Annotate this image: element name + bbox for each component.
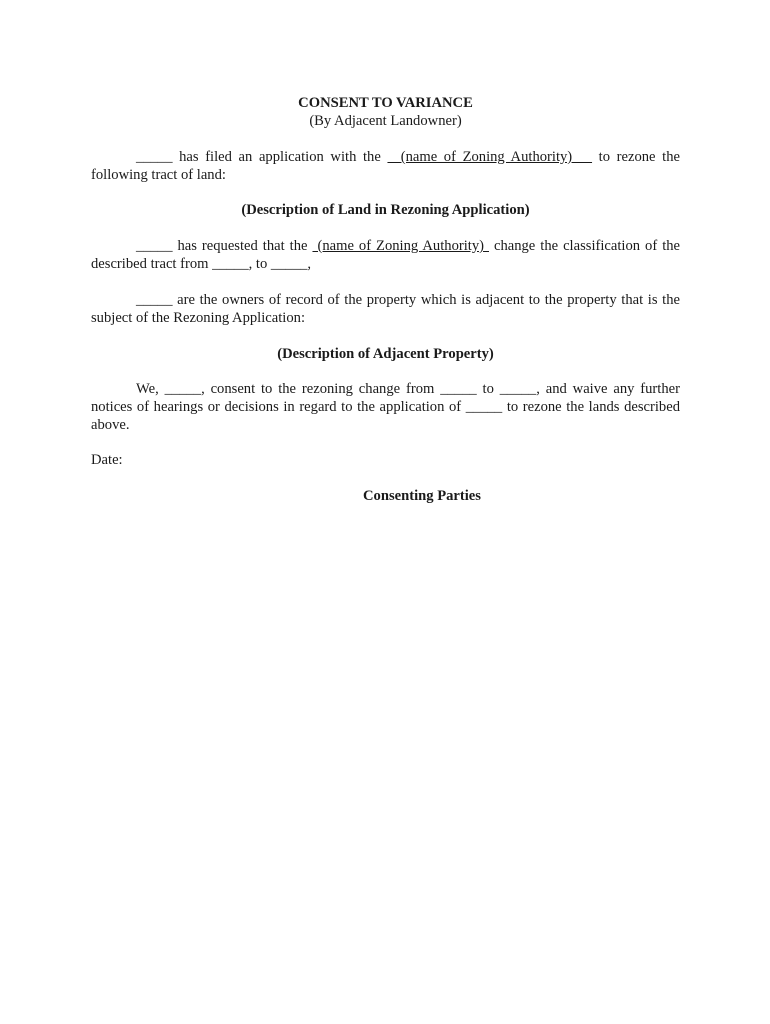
paragraph-text: to rezone the following tract of land: <box>91 149 680 183</box>
document-page <box>91 0 680 1024</box>
paragraph-requested-change <box>91 237 680 273</box>
zoning-authority-blank: (name of Zoning Authority) <box>387 149 593 165</box>
document-title: CONSENT TO VARIANCE <box>298 95 473 111</box>
zoning-authority-blank: (name of Zoning Authority) <box>312 238 489 254</box>
paragraph-text: _____ has requested that the <box>136 238 313 254</box>
paragraph-text: _____ has filed an application with the <box>136 149 388 165</box>
heading-land-description: (Description of Land in Rezoning Application) <box>241 202 530 218</box>
paragraph-text: change the classification of the described tract from _____, to _____, <box>91 238 681 272</box>
paragraph-application-filed <box>91 148 680 184</box>
consenting-parties-heading: Consenting Parties <box>363 488 481 504</box>
document-subtitle: (By Adjacent Landowner) <box>309 113 462 129</box>
paragraph-consent: We, _____, consent to the rezoning change from _____ to _____, and waive any further notices of hearings or decisions in regard to the application of _____ to rezone the lands described above. <box>91 381 680 433</box>
heading-adjacent-property: (Description of Adjacent Property) <box>277 346 494 362</box>
date-label: Date: <box>91 452 123 468</box>
paragraph-owners-of-record: _____ are the owners of record of the property which is adjacent to the property that is the subject of the Rezoning Application: <box>91 292 680 326</box>
